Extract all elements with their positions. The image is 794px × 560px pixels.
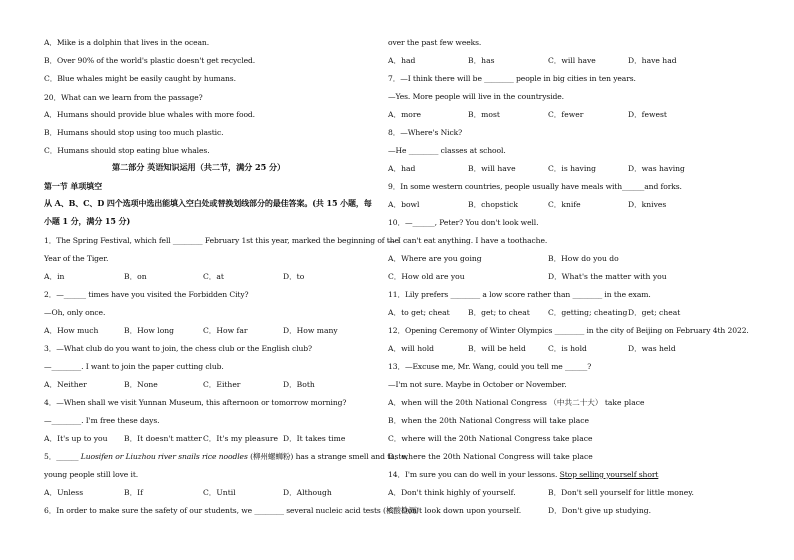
q8-option-a[interactable]: A．had	[388, 164, 416, 173]
q5-suffix: (柳州螺蛳粉) has a strange smell and taste,	[247, 452, 408, 461]
q2-option-a[interactable]: A．How much	[44, 326, 99, 335]
question-12: 12．Opening Ceremony of Winter Olympics ________ in the city of Beijing on February 4th 2022.	[388, 326, 749, 335]
question-3: 3．—What club do you want to join, the chess club or the English club?	[44, 344, 313, 353]
question-10: 10．—______, Peter? You don't look well.	[388, 218, 539, 227]
q19-option-b: B．Over 90% of the world's plastic doesn't get recycled.	[44, 56, 256, 65]
q9-option-d[interactable]: D．knives	[628, 200, 667, 209]
section-one-title: 第一节 单项填空	[44, 181, 102, 191]
q12-option-d[interactable]: D．was held	[628, 344, 676, 353]
q1-option-c[interactable]: C．at	[203, 272, 224, 281]
q14-option-a[interactable]: A．Don't think highly of yourself.	[388, 488, 516, 497]
question-9: 9．In some western countries, people usually have meals with______and forks.	[388, 182, 682, 191]
question-5-cont: young people still love it.	[44, 470, 139, 479]
q14-option-c[interactable]: C．Don't look down upon yourself.	[388, 506, 522, 515]
question-1-cont: Year of the Tiger.	[44, 254, 109, 263]
q7-option-b[interactable]: B．most	[468, 110, 500, 119]
q12-option-a[interactable]: A．will hold	[388, 344, 435, 353]
q5-option-a[interactable]: A．Unless	[44, 488, 84, 497]
q13-option-d[interactable]: D．where the 20th National Congress will take place	[388, 452, 593, 461]
q4-option-d[interactable]: D．It takes time	[283, 434, 346, 443]
question-4: 4．—When shall we visit Yunnan Museum, this afternoon or tomorrow morning?	[44, 398, 347, 407]
q1-option-a[interactable]: A．in	[44, 272, 65, 281]
q3-option-a[interactable]: A．Neither	[44, 380, 87, 389]
question-14	[388, 470, 658, 479]
instructions-line-1: 从 A、B、C、D 四个选项中选出能填入空白处或替换划线部分的最佳答案。(共 15 小题，每	[44, 198, 372, 208]
q20-option-a: A．Humans should provide blue whales with more food.	[44, 110, 255, 119]
q10-option-b[interactable]: B．How do you do	[548, 254, 619, 263]
part-two-title: 第二部分 英语知识运用（共二节，满分 25 分）	[112, 162, 286, 172]
q14-option-d[interactable]: D．Don't give up studying.	[548, 506, 652, 515]
q10-option-d[interactable]: D．What's the matter with you	[548, 272, 667, 281]
q11-option-b[interactable]: B．get; to cheat	[468, 308, 530, 317]
q4-option-c[interactable]: C．It's my pleasure	[203, 434, 278, 443]
q4-option-a[interactable]: A．It's up to you	[44, 434, 108, 443]
question-2: 2．—______ times have you visited the Forbidden City?	[44, 290, 249, 299]
q6-option-a[interactable]: A．had	[388, 56, 416, 65]
question-5	[44, 452, 408, 461]
q19-option-c: C．Blue whales might be easily caught by humans.	[44, 74, 236, 83]
q5-prefix: 5．______	[44, 452, 79, 461]
question-7: 7．—I think there will be ________ people in big cities in ten years.	[388, 74, 636, 83]
q5-option-c[interactable]: C．Until	[203, 488, 236, 497]
q1-option-b[interactable]: B．on	[124, 272, 147, 281]
question-20: 20．What can we learn from the passage?	[44, 93, 203, 102]
q6-option-c[interactable]: C．will have	[548, 56, 596, 65]
q5-italic-term: Luosifen or Liuzhou river snails rice noodles	[80, 452, 248, 461]
question-7-reply: —Yes. More people will live in the countryside.	[388, 92, 564, 101]
q8-option-d[interactable]: D．was having	[628, 164, 685, 173]
q19-option-a: A．Mike is a dolphin that lives in the ocean.	[44, 38, 210, 47]
question-6: 6．In order to make sure the safety of our students, we ________ several nucleic acid tests (核酸检测)	[44, 506, 419, 515]
q5-option-b[interactable]: B．If	[124, 488, 143, 497]
question-8: 8．—Where's Nick?	[388, 128, 463, 137]
q12-option-b[interactable]: B．will be held	[468, 344, 526, 353]
q5-option-d[interactable]: D．Although	[283, 488, 332, 497]
question-11: 11．Lily prefers ________ a low score rather than ________ in the exam.	[388, 290, 651, 299]
q12-option-c[interactable]: C．is hold	[548, 344, 587, 353]
q14-underlined-phrase: Stop selling yourself short	[559, 470, 659, 479]
q6-option-d[interactable]: D．have had	[628, 56, 677, 65]
question-10-reply: — I can't eat anything. I have a toothache.	[388, 236, 548, 245]
q7-option-a[interactable]: A．more	[388, 110, 421, 119]
question-3-reply: —________. I want to join the paper cutting club.	[44, 362, 224, 371]
q3-option-c[interactable]: C．Either	[203, 380, 241, 389]
q2-option-b[interactable]: B．How long	[124, 326, 175, 335]
q13-option-c[interactable]: C．where will the 20th National Congress take place	[388, 434, 593, 443]
question-1: 1．The Spring Festival, which fell ________ February 1st this year, marked the beginning of the	[44, 236, 399, 245]
q20-option-b: B．Humans should stop using too much plastic.	[44, 128, 224, 137]
q14-option-b[interactable]: B．Don't sell yourself for little money.	[548, 488, 694, 497]
instructions-line-2: 小题 1 分，满分 15 分)	[44, 216, 131, 226]
q3-option-d[interactable]: D．Both	[283, 380, 315, 389]
q9-option-a[interactable]: A．bowl	[388, 200, 420, 209]
q8-option-b[interactable]: B．will have	[468, 164, 516, 173]
q4-option-b[interactable]: B．It doesn't matter	[124, 434, 202, 443]
q2-option-d[interactable]: D．How many	[283, 326, 338, 335]
question-13-reply: —I'm not sure. Maybe in October or November.	[388, 380, 567, 389]
q9-option-c[interactable]: C．knife	[548, 200, 581, 209]
q2-option-c[interactable]: C．How far	[203, 326, 248, 335]
q9-option-b[interactable]: B．chopstick	[468, 200, 518, 209]
question-6-cont: over the past few weeks.	[388, 38, 482, 47]
q13-option-a[interactable]: A．when will the 20th National Congress （中共二十大） take place	[388, 398, 645, 407]
q7-option-d[interactable]: D．fewest	[628, 110, 667, 119]
question-8-reply: —He ________ classes at school.	[388, 146, 506, 155]
q10-option-c[interactable]: C．How old are you	[388, 272, 465, 281]
q3-option-b[interactable]: B．None	[124, 380, 158, 389]
question-4-reply: —________. I'm free these days.	[44, 416, 160, 425]
q11-option-d[interactable]: D．get; cheat	[628, 308, 681, 317]
q8-option-c[interactable]: C．is having	[548, 164, 597, 173]
question-13: 13．—Excuse me, Mr. Wang, could you tell me ______?	[388, 362, 592, 371]
q14-prefix: 14．I'm sure you can do well in your lessons.	[388, 470, 560, 479]
q13-option-b[interactable]: B．when the 20th National Congress will take place	[388, 416, 590, 425]
q20-option-c: C．Humans should stop eating blue whales.	[44, 146, 210, 155]
q1-option-d[interactable]: D．to	[283, 272, 305, 281]
q10-option-a[interactable]: A．Where are you going	[388, 254, 482, 263]
q11-option-c[interactable]: C．getting; cheating	[548, 308, 628, 317]
q6-option-b[interactable]: B．has	[468, 56, 495, 65]
question-2-reply: —Oh, only once.	[44, 308, 106, 317]
q7-option-c[interactable]: C．fewer	[548, 110, 584, 119]
q11-option-a[interactable]: A．to get; cheat	[388, 308, 450, 317]
